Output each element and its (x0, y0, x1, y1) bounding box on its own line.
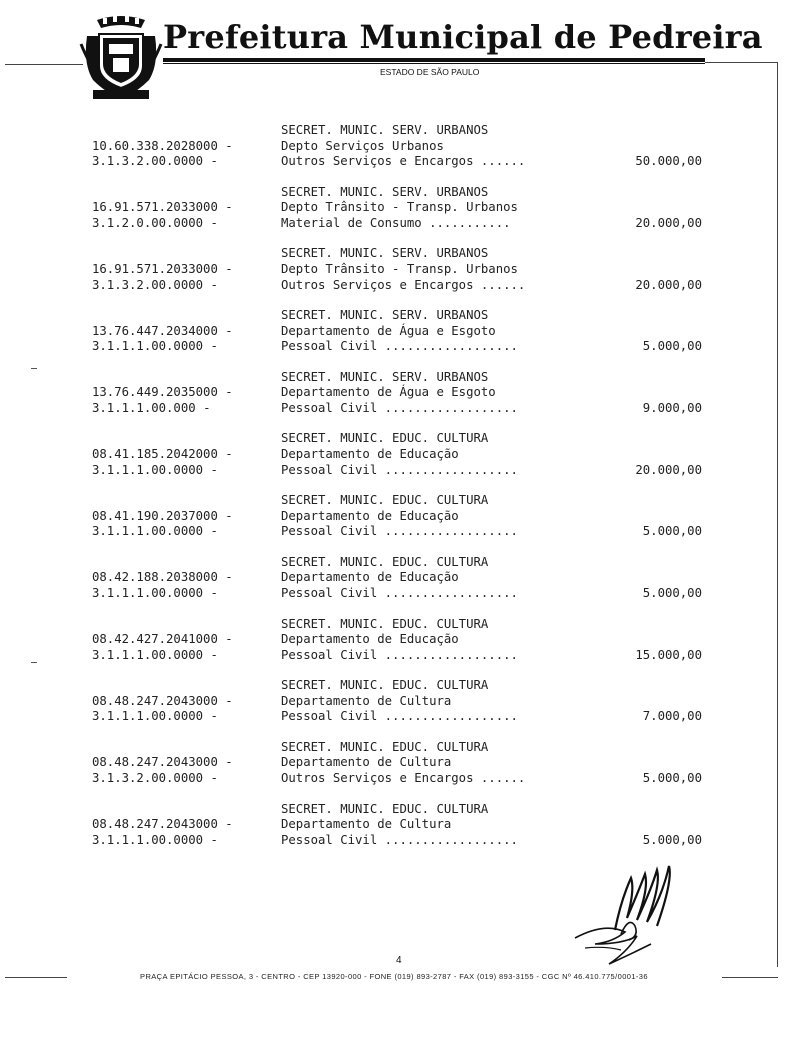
footer-address: PRAÇA EPITÁCIO PESSOA, 3 - CENTRO - CEP 13920-000 - FONE (019) 893-2787 - FAX (019) 893-3155 - CGC Nº 46.410.775/0001-36 (140, 972, 648, 981)
secretaria-label: SECRET. MUNIC. SERV. URBANOS (281, 184, 489, 199)
budget-entry (92, 555, 732, 617)
program-code: 08.48.247.2043000 - (92, 755, 233, 770)
amount-value: 20.000,00 (635, 215, 702, 230)
program-code: 16.91.571.2033000 - (92, 200, 233, 215)
frame-line (722, 977, 778, 978)
budget-entry (92, 617, 732, 679)
item-label: Pessoal Civil .................. (281, 832, 518, 847)
department-label: Departamento de Água e Esgoto (281, 385, 496, 400)
secretaria-label: SECRET. MUNIC. SERV. URBANOS (281, 123, 489, 137)
secretaria-label: SECRET. MUNIC. EDUC. CULTURA (281, 554, 489, 569)
amount-value: 50.000,00 (635, 154, 702, 169)
department-label: Depto Serviços Urbanos (281, 138, 444, 153)
item-label: Outros Serviços e Encargos ...... (281, 277, 526, 292)
secretaria-label: SECRET. MUNIC. EDUC. CULTURA (281, 616, 489, 631)
account-code: 3.1.3.2.00.0000 - (92, 154, 218, 169)
department-label: Departamento de Cultura (281, 817, 452, 832)
secretaria-label: SECRET. MUNIC. EDUC. CULTURA (281, 431, 489, 446)
account-code: 3.1.1.1.00.0000 - (92, 647, 218, 662)
secretaria-label: SECRET. MUNIC. EDUC. CULTURA (281, 801, 489, 816)
budget-entry (92, 678, 732, 740)
budget-entry (92, 308, 732, 370)
program-code: 08.41.185.2042000 - (92, 447, 233, 462)
budget-entry (92, 123, 732, 185)
department-label: Depto Trânsito - Transp. Urbanos (281, 200, 518, 215)
amount-value: 5.000,00 (642, 339, 702, 354)
secretaria-label: SECRET. MUNIC. SERV. URBANOS (281, 308, 489, 323)
item-label: Pessoal Civil .................. (281, 647, 518, 662)
department-label: Departamento de Educação (281, 508, 459, 523)
budget-entries (92, 123, 732, 863)
secretaria-label: SECRET. MUNIC. EDUC. CULTURA (281, 678, 489, 693)
item-label: Pessoal Civil .................. (281, 709, 518, 724)
amount-value: 15.000,00 (635, 647, 702, 662)
department-label: Departamento de Educação (281, 570, 459, 585)
header-rule (163, 58, 705, 62)
item-label: Pessoal Civil .................. (281, 339, 518, 354)
department-label: Departamento de Educação (281, 632, 459, 647)
program-code: 16.91.571.2033000 - (92, 261, 233, 276)
program-code: 08.42.427.2041000 - (92, 632, 233, 647)
secretaria-label: SECRET. MUNIC. EDUC. CULTURA (281, 493, 489, 508)
account-code: 3.1.1.1.00.0000 - (92, 586, 218, 600)
department-label: Departamento de Água e Esgoto (281, 323, 496, 338)
page-subtitle: ESTADO DE SÃO PAULO (380, 67, 480, 77)
header-rule-thin (163, 63, 705, 64)
account-code: 3.1.1.1.00.000 - (92, 400, 211, 415)
account-code: 3.1.3.2.00.0000 - (92, 771, 218, 786)
handwritten-signature (565, 860, 695, 970)
frame-line (5, 64, 83, 65)
department-label: Departamento de Cultura (281, 755, 452, 770)
budget-entry (92, 740, 732, 802)
item-label: Outros Serviços e Encargos ...... (281, 154, 526, 169)
amount-value: 5.000,00 (642, 586, 702, 600)
page-title: Prefeitura Municipal de Pedreira (163, 18, 763, 56)
budget-entry (92, 493, 732, 555)
program-code: 13.76.447.2034000 - (92, 323, 233, 338)
frame-line (777, 62, 778, 967)
account-code: 3.1.1.1.00.0000 - (92, 709, 218, 724)
program-code: 08.42.188.2038000 - (92, 570, 233, 585)
amount-value: 5.000,00 (642, 524, 702, 539)
account-code: 3.1.3.2.00.0000 - (92, 277, 218, 292)
department-label: Departamento de Educação (281, 447, 459, 462)
coat-of-arms-icon (79, 14, 163, 100)
budget-entry (92, 185, 732, 247)
budget-entry (92, 246, 732, 308)
item-label: Pessoal Civil .................. (281, 524, 518, 539)
item-label: Material de Consumo ........... (281, 215, 511, 230)
amount-value: 20.000,00 (635, 462, 702, 477)
program-code: 13.76.449.2035000 - (92, 385, 233, 400)
item-label: Pessoal Civil .................. (281, 400, 518, 415)
scan-speck (31, 368, 37, 369)
program-code: 08.48.247.2043000 - (92, 817, 233, 832)
program-code: 08.48.247.2043000 - (92, 693, 233, 708)
account-code: 3.1.1.1.00.0000 - (92, 832, 218, 847)
account-code: 3.1.1.1.00.0000 - (92, 524, 218, 539)
budget-entry (92, 802, 732, 864)
account-code: 3.1.1.1.00.0000 - (92, 462, 218, 477)
page-number: 4 (396, 955, 402, 966)
secretaria-label: SECRET. MUNIC. SERV. URBANOS (281, 246, 489, 261)
budget-entry (92, 370, 732, 432)
account-code: 3.1.1.1.00.0000 - (92, 339, 218, 354)
program-code: 10.60.338.2028000 - (92, 138, 233, 153)
amount-value: 7.000,00 (642, 709, 702, 724)
item-label: Outros Serviços e Encargos ...... (281, 771, 526, 786)
item-label: Pessoal Civil .................. (281, 462, 518, 477)
amount-value: 5.000,00 (642, 832, 702, 847)
secretaria-label: SECRET. MUNIC. EDUC. CULTURA (281, 739, 489, 754)
amount-value: 9.000,00 (642, 400, 702, 415)
department-label: Depto Trânsito - Transp. Urbanos (281, 261, 518, 276)
frame-line (705, 62, 777, 63)
amount-value: 5.000,00 (642, 771, 702, 786)
secretaria-label: SECRET. MUNIC. SERV. URBANOS (281, 369, 489, 384)
frame-line (5, 977, 67, 978)
amount-value: 20.000,00 (635, 277, 702, 292)
program-code: 08.41.190.2037000 - (92, 508, 233, 523)
department-label: Departamento de Cultura (281, 693, 452, 708)
scan-speck (31, 662, 37, 663)
item-label: Pessoal Civil .................. (281, 586, 518, 600)
budget-entry (92, 431, 732, 493)
account-code: 3.1.2.0.00.0000 - (92, 215, 218, 230)
